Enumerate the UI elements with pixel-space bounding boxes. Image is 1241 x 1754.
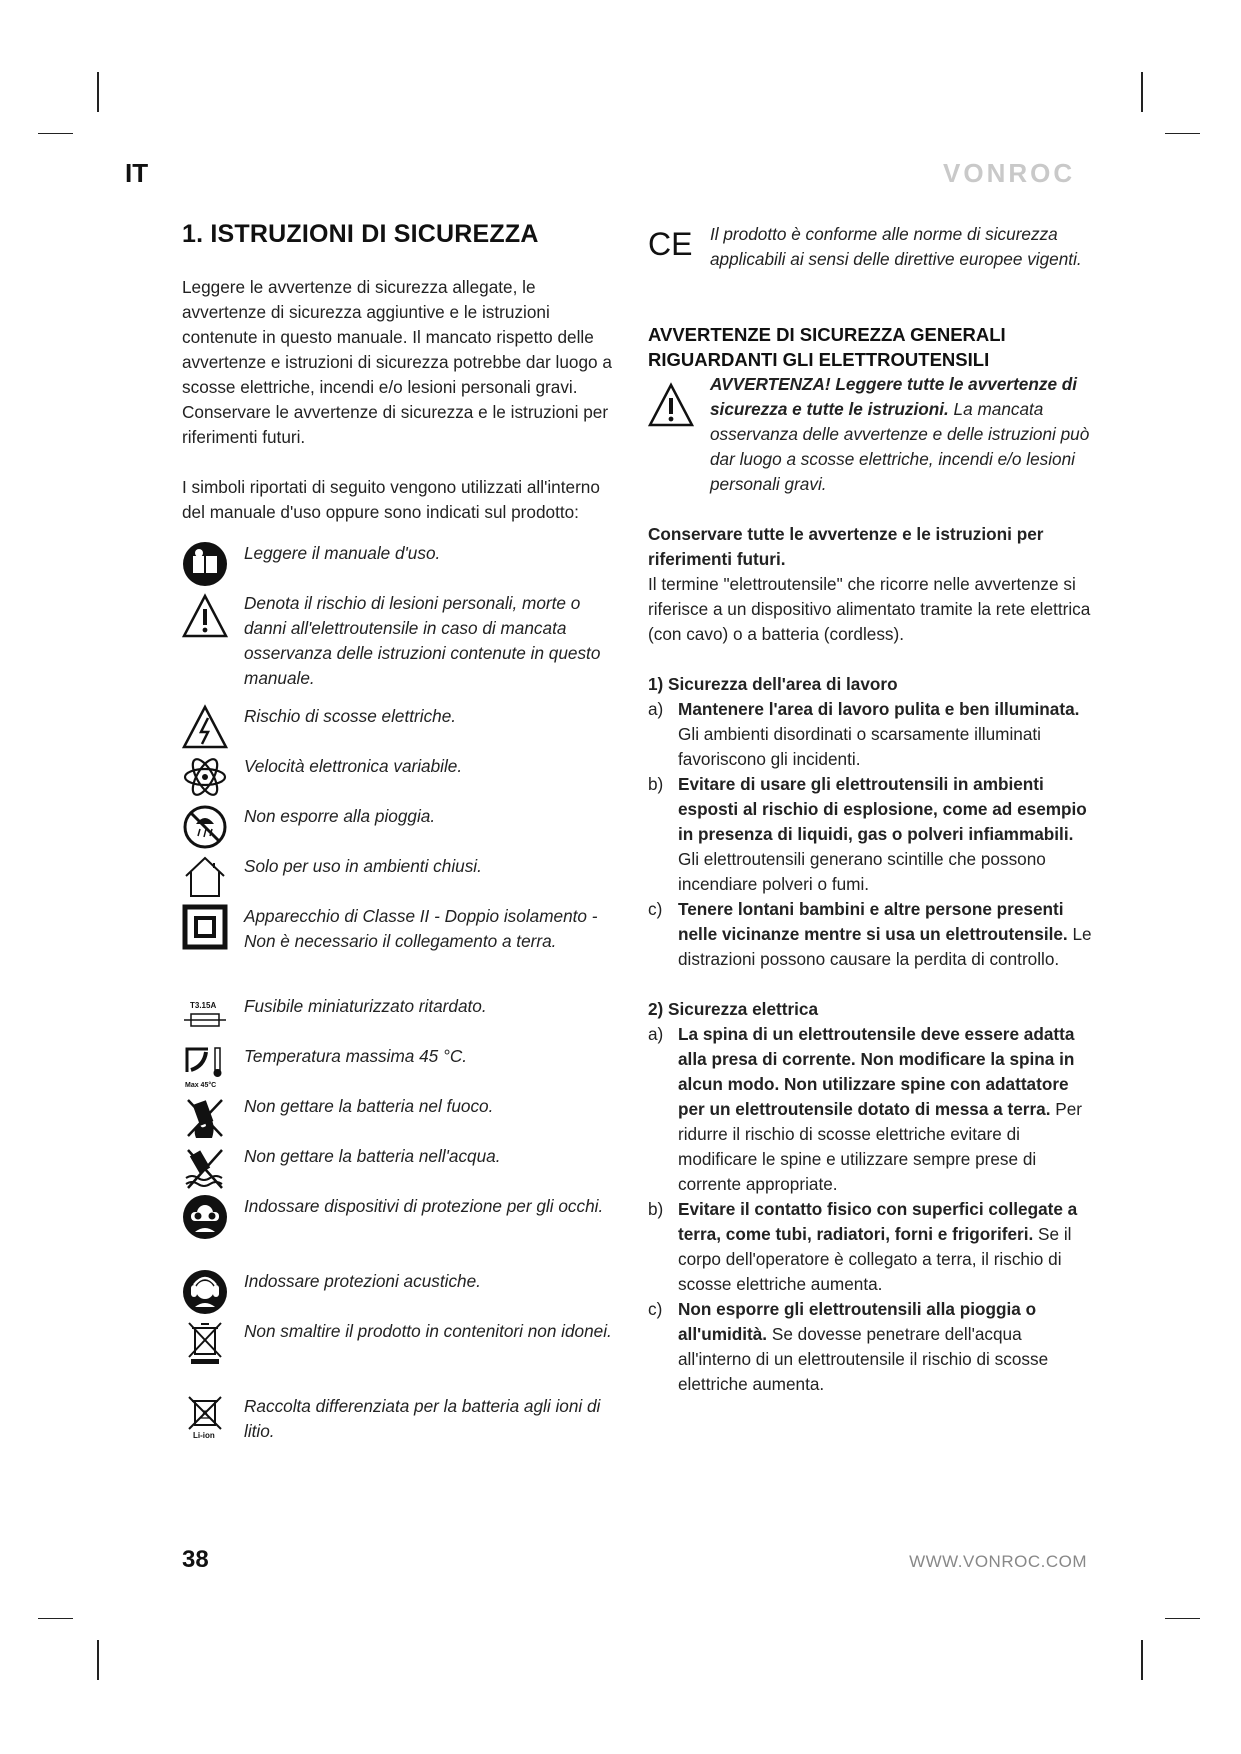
- general-warning-block: [648, 372, 1098, 497]
- symbol-row: [182, 904, 622, 994]
- left-column: [182, 220, 622, 1454]
- symbol-text: Leggere il manuale d'uso.: [244, 543, 441, 563]
- intro-paragraph: Leggere le avvertenze di sicurezza allegate, le avvertenze di sicurezza aggiuntive e le istruzioni contenute in questo manuale. Il mancato rispetto delle avvertenze e istruzioni di sicurezza potrebbe dar luogo a scosse elettriche, incendi e/o lesioni personali gravi. Conservare le avvertenze di sicurezza e le istruzioni per riferimenti futuri.: [182, 277, 612, 447]
- warning-rest: La mancata osservanza delle avvertenze e delle istruzioni può dar luogo a scosse elettriche, incendi e/o lesioni personali gravi.: [710, 399, 1090, 494]
- indoor-use-icon: [182, 854, 228, 900]
- symbol-text: Raccolta differenziata per la batteria agli ioni di litio.: [244, 1396, 601, 1441]
- fuse-label: T3.15A: [190, 1001, 217, 1010]
- page-number: 38: [182, 1546, 209, 1573]
- symbol-text: Non gettare la batteria nell'acqua.: [244, 1146, 501, 1166]
- symbol-text: Rischio di scosse elettriche.: [244, 706, 457, 726]
- symbol-row: [182, 854, 622, 904]
- symbol-row: [182, 1094, 622, 1144]
- section-heading: 2) Sicurezza elettrica: [648, 999, 819, 1019]
- website-url: WWW.VONROC.COM: [909, 1552, 1087, 1571]
- symbol-text: Indossare protezioni acustiche.: [244, 1271, 481, 1291]
- list-item: b) Evitare di usare gli elettroutensili in ambienti esposti al rischio di esplosione, come ad esempio in presenza di liquidi, gas o polveri infiammabili. Gli elettroutensili generano scintille che possono incendiare polveri o fumi.: [648, 774, 1087, 894]
- ce-mark-text: CE: [648, 226, 693, 260]
- list-item: a) La spina di un elettroutensile deve essere adatta alla presa di corrente. Non modificare la spina in alcun modo. Non utilizzare spine con adattatore per un elettroutensile dotato di messa a terra. Per ridurre il rischio di scosse elettriche evitare di modificare le spine e utilizzare sempre prese di corrente appropriate.: [648, 1024, 1083, 1194]
- crop-mark: [97, 1640, 99, 1680]
- symbol-row: [182, 1194, 622, 1269]
- symbol-text: Fusibile miniaturizzato ritardato.: [244, 996, 487, 1016]
- keep-instructions: Conservare tutte le avvertenze e le istruzioni per riferimenti futuri.: [648, 524, 1044, 569]
- crop-mark: [97, 72, 99, 112]
- language-code: IT: [125, 158, 149, 188]
- symbol-row: [182, 1394, 622, 1454]
- ce-mark-icon: [648, 226, 696, 260]
- right-column: [648, 222, 1098, 1397]
- symbol-text: Apparecchio di Classe II - Doppio isolamento - Non è necessario il collegamento a terra.: [244, 906, 598, 951]
- li-ion-recycle-icon: [182, 1394, 228, 1440]
- list-item: c) Tenere lontani bambini e altre persone presenti nelle vicinanze mentre si usa un elettroutensile. Le distrazioni possono causare la perdita di controllo.: [648, 899, 1092, 969]
- brand-logo: [943, 160, 1093, 186]
- section-electrical: [648, 997, 1098, 1397]
- list-item: b) Evitare il contatto fisico con superfici collegate a terra, come tubi, radiatori, forni e frigoriferi. Se il corpo dell'operatore è collegato a terra, il rischio di scosse elettriche aumenta.: [648, 1199, 1078, 1294]
- symbol-text: Non smaltire il prodotto in contenitori non idonei.: [244, 1321, 612, 1341]
- general-warnings-title: AVVERTENZE DI SICUREZZA GENERALI RIGUARDANTI GLI ELETTROUTENSILI: [648, 324, 1006, 370]
- brand-text: VONROC: [943, 160, 1076, 186]
- crop-mark: [1165, 1618, 1200, 1619]
- section-heading: 1) Sicurezza dell'area di lavoro: [648, 674, 898, 694]
- eye-protection-icon: [182, 1194, 228, 1240]
- symbol-row: [182, 1144, 622, 1194]
- symbol-row: [182, 1044, 622, 1094]
- crop-mark: [1141, 1640, 1143, 1680]
- no-rain-icon: [182, 804, 228, 850]
- warning-triangle-icon: [648, 382, 694, 428]
- crop-mark: [1165, 133, 1200, 134]
- symbol-row: [182, 704, 622, 754]
- temperature-label: Max 45°C: [185, 1082, 217, 1089]
- warning-triangle-icon: [182, 593, 228, 639]
- symbol-row: [182, 541, 622, 591]
- li-ion-label: Li-ion: [193, 1431, 215, 1440]
- ce-text: Il prodotto è conforme alle norme di sicurezza applicabili ai sensi delle direttive europee vigenti.: [710, 224, 1082, 269]
- section-title: 1. ISTRUZIONI DI SICUREZZA: [182, 220, 539, 248]
- power-tool-definition: Il termine "elettroutensile" che ricorre nelle avvertenze si riferisce a un dispositivo alimentato tramite la rete elettrica (con cavo) o a batteria (cordless).: [648, 574, 1091, 644]
- weee-bin-icon: [182, 1319, 228, 1365]
- symbol-row: [182, 591, 622, 704]
- read-manual-icon: [182, 541, 228, 587]
- ear-protection-icon: [182, 1269, 228, 1315]
- section-work-area: [648, 672, 1098, 972]
- crop-mark: [1141, 72, 1143, 112]
- symbol-text: Non gettare la batteria nel fuoco.: [244, 1096, 494, 1116]
- warning-bold: AVVERTENZA! Leggere tutte le avvertenze di sicurezza e tutte le istruzioni.: [710, 374, 1078, 419]
- class-ii-icon: [182, 904, 228, 950]
- symbol-text: Indossare dispositivi di protezione per gli occhi.: [244, 1196, 604, 1216]
- list-item: c) Non esporre gli elettroutensili alla pioggia o all'umidità. Se dovesse penetrare dell'acqua all'interno di un elettroutensile il rischio di scosse elettriche aumenta.: [648, 1299, 1049, 1394]
- no-fire-battery-icon: [182, 1094, 228, 1140]
- symbol-text: Temperatura massima 45 °C.: [244, 1046, 468, 1066]
- no-water-battery-icon: [182, 1144, 228, 1190]
- symbol-row: [182, 754, 622, 804]
- symbol-text: Non esporre alla pioggia.: [244, 806, 436, 826]
- crop-mark: [38, 1618, 73, 1619]
- symbol-row: [182, 994, 622, 1044]
- ce-conformity: [648, 222, 1098, 272]
- symbol-text: Solo per uso in ambienti chiusi.: [244, 856, 482, 876]
- symbol-list: [182, 541, 622, 1454]
- symbols-intro: I simboli riportati di seguito vengono utilizzati all'interno del manuale d'uso oppure sono indicati sul prodotto:: [182, 477, 600, 522]
- max-temperature-icon: [182, 1044, 228, 1090]
- symbol-row: [182, 1319, 622, 1394]
- variable-speed-icon: [182, 754, 228, 800]
- crop-mark: [38, 133, 73, 134]
- symbol-text: Velocità elettronica variabile.: [244, 756, 463, 776]
- fuse-icon: [182, 994, 228, 1040]
- list-item: a) Mantenere l'area di lavoro pulita e ben illuminata. Gli ambienti disordinati o scarsamente illuminati favoriscono gli incidenti.: [648, 699, 1080, 769]
- symbol-row: [182, 1269, 622, 1319]
- electric-shock-icon: [182, 704, 228, 750]
- symbol-text: Denota il rischio di lesioni personali, morte o danni all'elettroutensile in caso di mancata osservanza delle istruzioni contenute in questo manuale.: [244, 593, 601, 688]
- symbol-row: [182, 804, 622, 854]
